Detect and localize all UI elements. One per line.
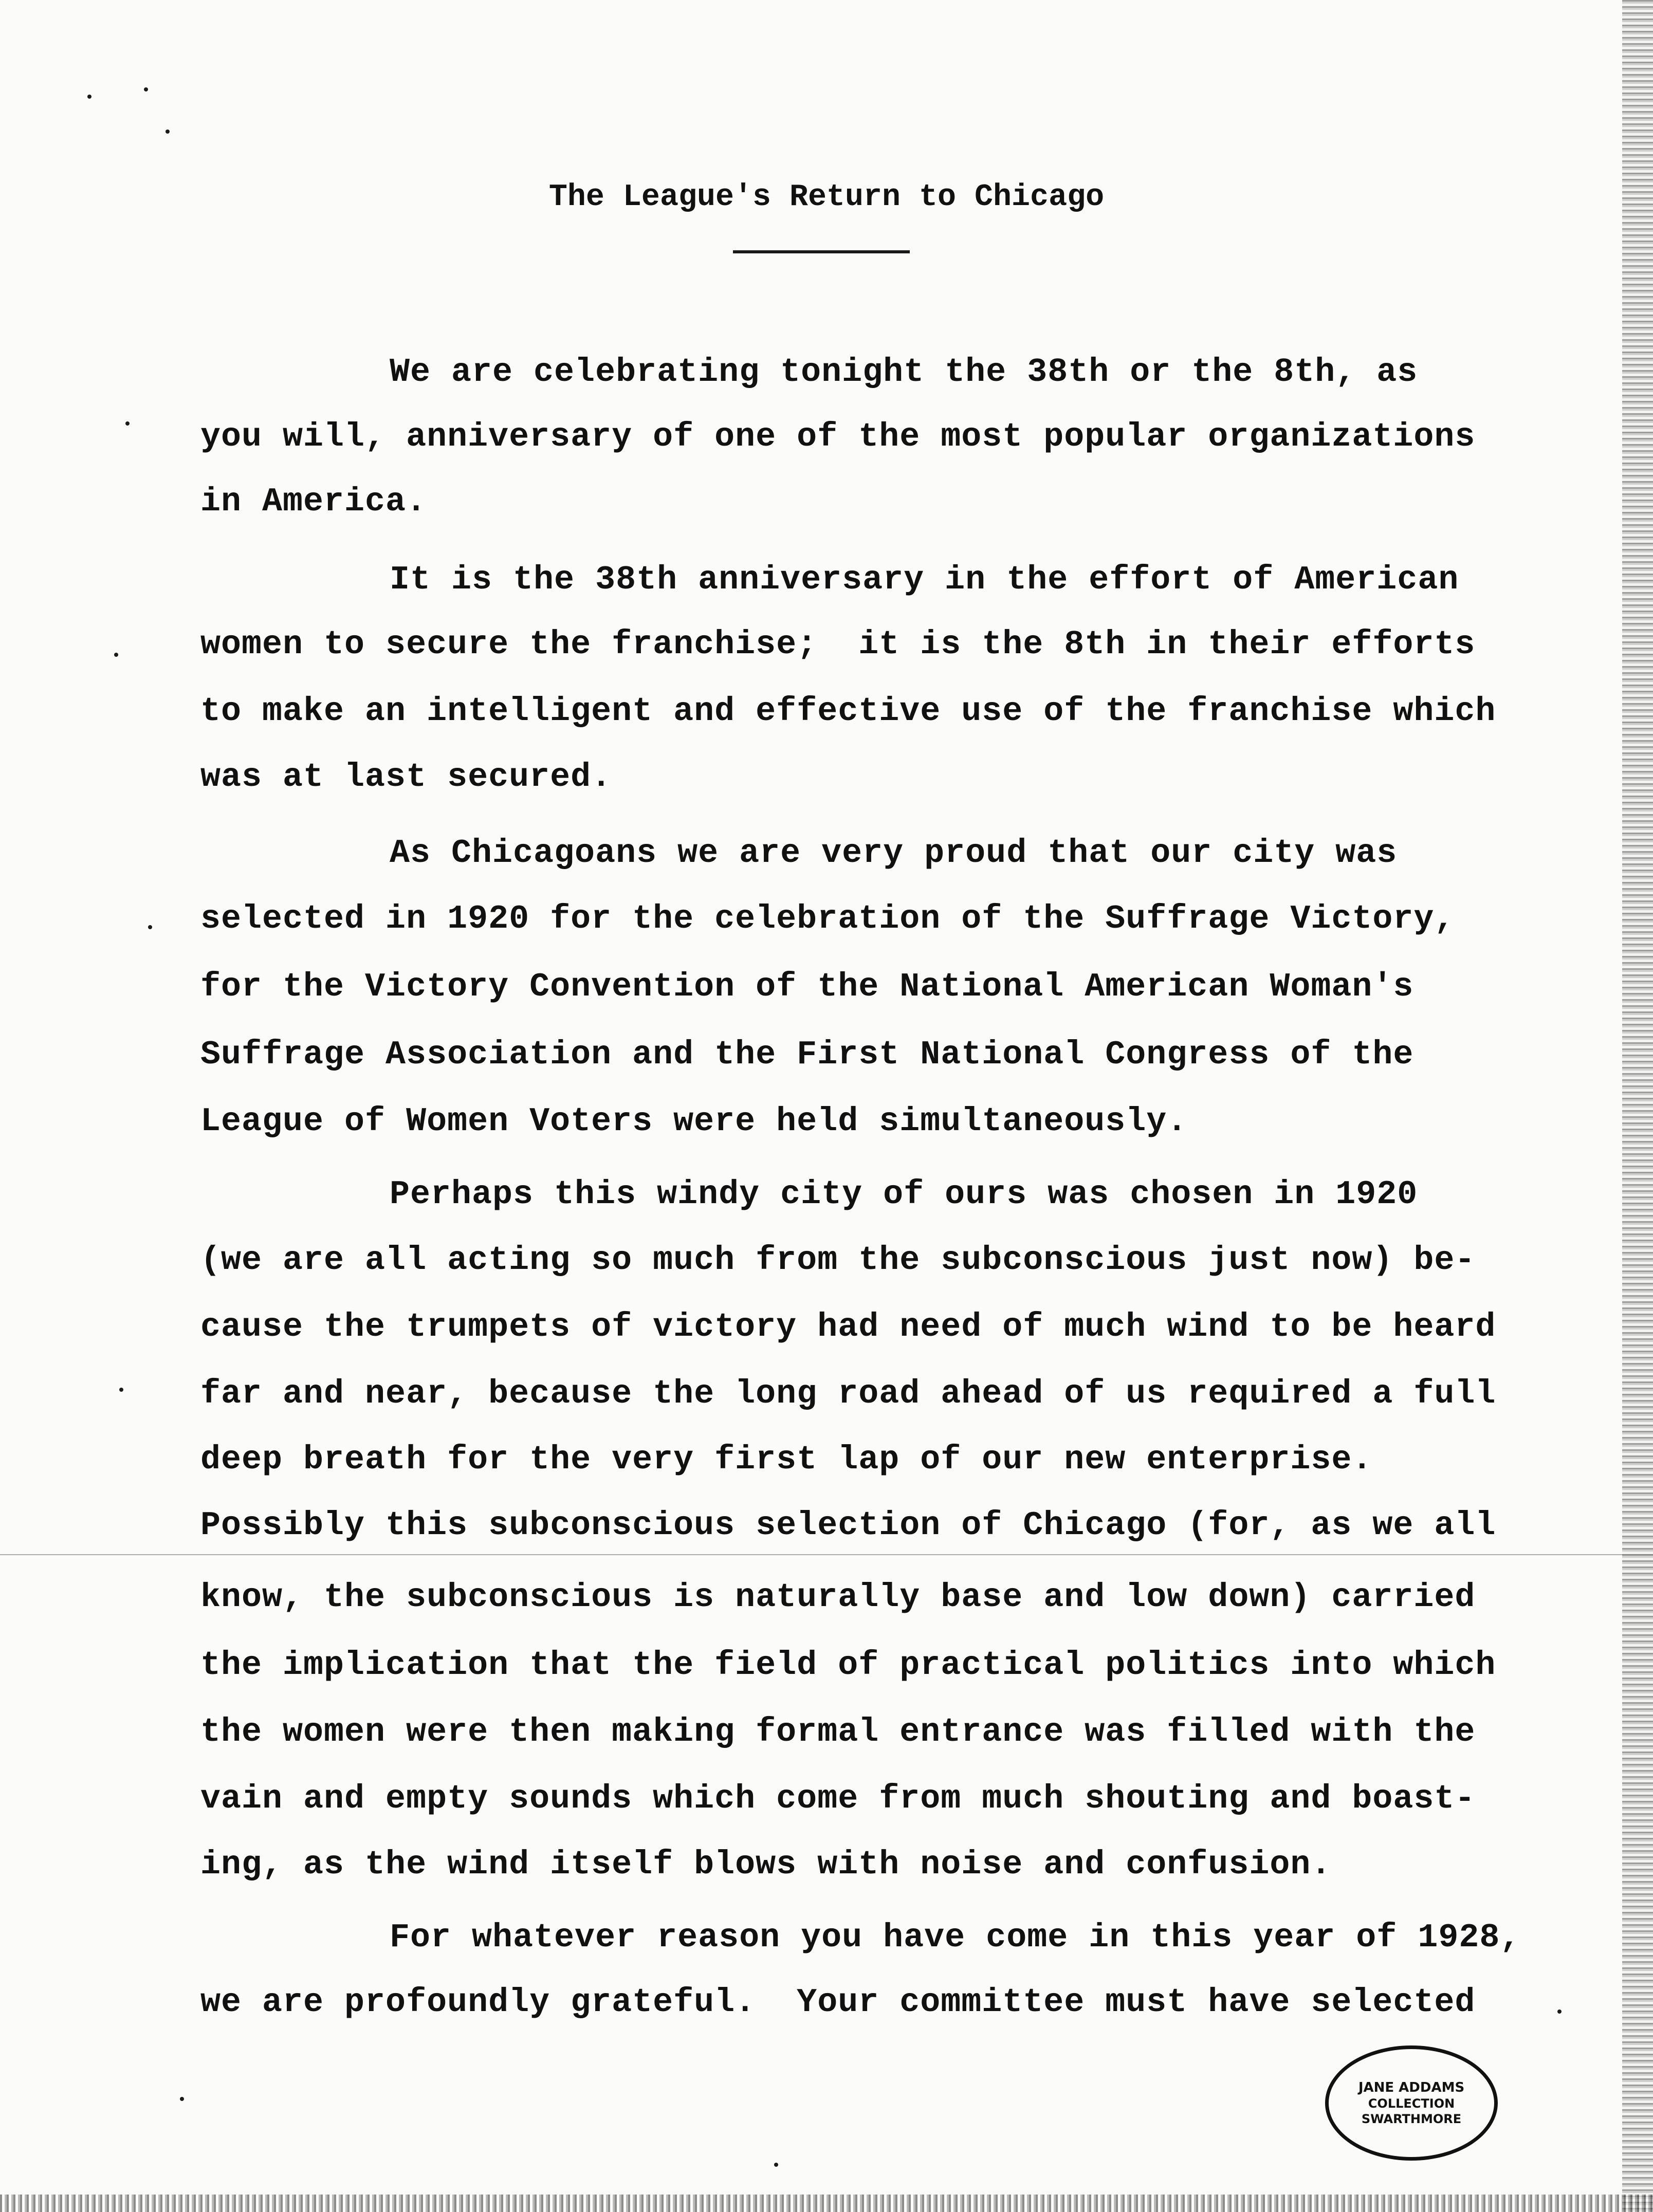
stamp-line: JANE ADDAMS <box>1358 2079 1465 2095</box>
scan-speck <box>144 87 148 91</box>
text-line: It is the 38th anniversary in the effort of American <box>390 561 1459 599</box>
text-line: (we are all acting so much from the subconscious just now) be- <box>200 1241 1476 1279</box>
stamp-line: COLLECTION <box>1368 2096 1455 2111</box>
scan-speck <box>1557 2010 1562 2014</box>
scan-speck <box>87 95 91 99</box>
text-line: As Chicagoans we are very proud that our city was <box>390 834 1398 872</box>
scan-edge-right <box>1622 0 1653 2212</box>
text-line: Perhaps this windy city of ours was chosen in 1920 <box>390 1175 1418 1213</box>
text-line: far and near, because the long road ahead of us required a full <box>200 1375 1496 1413</box>
text-line: we are profoundly grateful. Your committee must have selected <box>200 1983 1476 2021</box>
text-line: ing, as the wind itself blows with noise and confusion. <box>200 1846 1332 1884</box>
text-line: know, the subconscious is naturally base and low down) carried <box>200 1578 1476 1616</box>
text-line: selected in 1920 for the celebration of the Suffrage Victory, <box>200 900 1455 938</box>
scan-speck <box>180 2097 184 2101</box>
scan-speck <box>166 130 170 134</box>
scan-speck <box>774 2163 778 2167</box>
scan-speck <box>119 1388 123 1392</box>
title-underline <box>733 250 910 253</box>
text-line: Suffrage Association and the First National Congress of the <box>200 1036 1414 1074</box>
text-line: cause the trumpets of victory had need of much wind to be heard <box>200 1308 1496 1346</box>
text-line: you will, anniversary of one of the most popular organizations <box>200 418 1476 456</box>
text-line: to make an intelligent and effective use of the franchise which <box>200 692 1496 730</box>
scan-speck <box>114 653 118 657</box>
text-line: deep breath for the very first lap of our new enterprise. <box>200 1441 1373 1479</box>
text-line: women to secure the franchise; it is the 8th in their efforts <box>200 625 1476 663</box>
text-line: in America. <box>200 483 427 521</box>
text-line: For whatever reason you have come in this year of 1928, <box>390 1919 1521 1957</box>
scan-edge-bottom <box>0 2195 1653 2212</box>
text-line: We are celebrating tonight the 38th or the 8th, as <box>390 353 1418 391</box>
text-line: the implication that the field of practical politics into which <box>200 1646 1496 1684</box>
text-line: was at last secured. <box>200 758 612 796</box>
text-line: vain and empty sounds which come from much shouting and boast- <box>200 1780 1476 1818</box>
scan-speck <box>148 925 152 929</box>
text-line: for the Victory Convention of the National American Woman's <box>200 968 1414 1006</box>
text-line: the women were then making formal entrance was filled with the <box>200 1713 1476 1751</box>
document-title: The League's Return to Chicago <box>548 180 1105 215</box>
text-line: Possibly this subconscious selection of Chicago (for, as we all <box>200 1506 1496 1544</box>
stamp-line: SWARTHMORE <box>1361 2112 1462 2127</box>
scan-speck <box>125 421 130 426</box>
collection-stamp <box>1325 2045 1498 2161</box>
text-line: League of Women Voters were held simultaneously. <box>200 1102 1188 1140</box>
page-fold-line <box>0 1554 1653 1555</box>
